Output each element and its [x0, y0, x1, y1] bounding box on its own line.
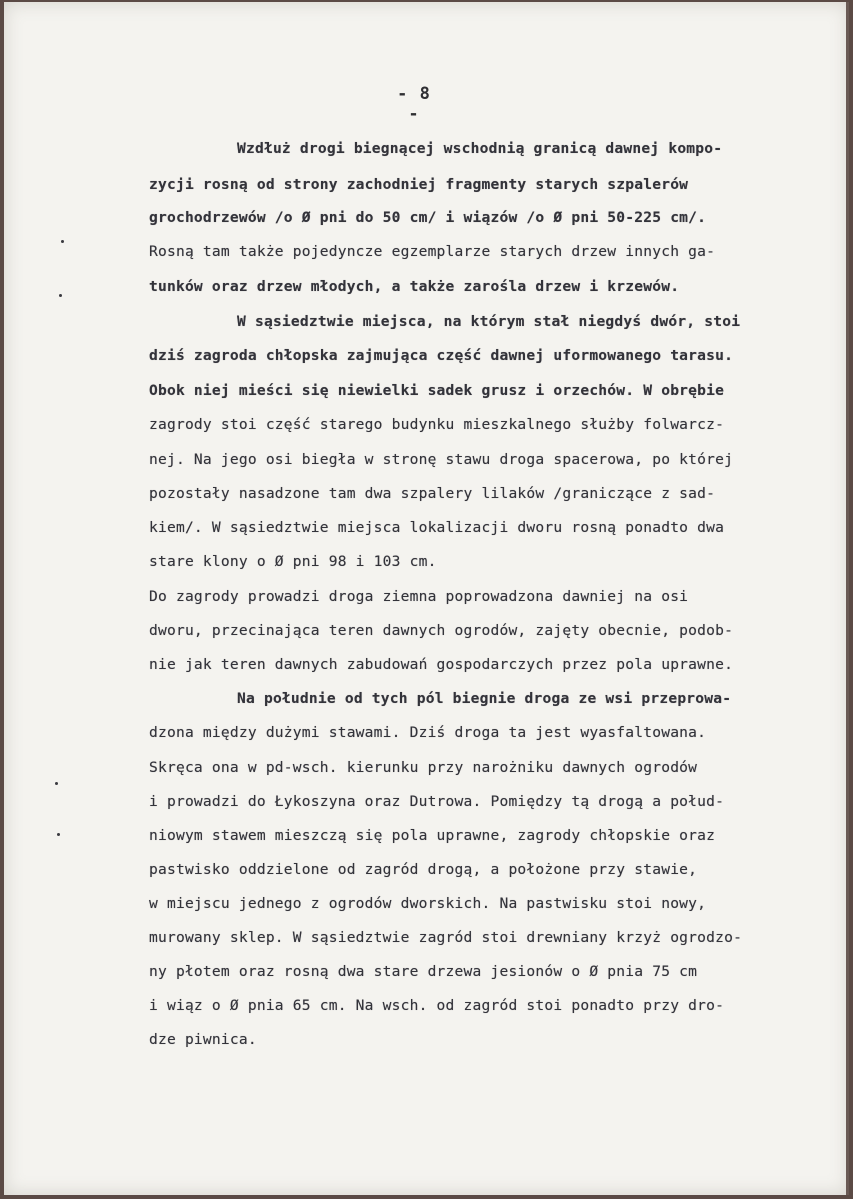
text-line: dze piwnica.	[149, 1031, 257, 1048]
text-line: kiem/. W sąsiedztwie miejsca lokalizacji dworu rosną ponadto dwa	[149, 519, 725, 536]
margin-mark	[59, 294, 62, 297]
text-line: Skręca ona w pd-wsch. kierunku przy narożniku dawnych ogrodów	[149, 759, 698, 776]
page-number: - 8 -	[397, 84, 431, 124]
text-line: i wiąz o Ø pnia 65 cm. Na wsch. od zagród stoi ponadto przy dro-	[149, 997, 725, 1014]
text-line: grochodrzewów /o Ø pni do 50 cm/ i wiązów /o Ø pni 50-225 cm/.	[149, 209, 707, 226]
text-line: pastwisko oddzielone od zagród drogą, a położone przy stawie,	[149, 861, 698, 878]
text-line: tunków oraz drzew młodych, a także zarośla drzew i krzewów.	[149, 278, 680, 295]
text-line: zycji rosną od strony zachodniej fragmenty starych szpalerów	[149, 176, 689, 193]
text-line: murowany sklep. W sąsiedztwie zagród stoi drewniany krzyż ogrodzo-	[149, 929, 743, 946]
text-line: pozostały nasadzone tam dwa szpalery lilaków /graniczące z sad-	[149, 485, 716, 502]
margin-mark	[57, 833, 60, 836]
margin-mark	[55, 782, 58, 785]
text-line: stare klony o Ø pni 98 i 103 cm.	[149, 553, 437, 570]
text-line: ny płotem oraz rosną dwa stare drzewa jesionów o Ø pnia 75 cm	[149, 963, 698, 980]
text-line: w miejscu jednego z ogrodów dworskich. Na pastwisku stoi nowy,	[149, 895, 707, 912]
text-line: dworu, przecinająca teren dawnych ogrodów, zajęty obecnie, podob-	[149, 622, 734, 639]
text-line: i prowadzi do Łykoszyna oraz Dutrowa. Pomiędzy tą drogą a połud-	[149, 793, 725, 810]
text-line: Rosną tam także pojedyncze egzemplarze starych drzew innych ga-	[149, 243, 716, 260]
text-line: niowym stawem mieszczą się pola uprawne, zagrody chłopskie oraz	[149, 827, 716, 844]
document-page	[4, 2, 849, 1195]
margin-mark	[61, 240, 64, 243]
text-line: Obok niej mieści się niewielki sadek grusz i orzechów. W obrębie	[149, 382, 725, 399]
page-edge	[846, 2, 849, 1195]
text-line: nej. Na jego osi biegła w stronę stawu droga spacerowa, po której	[149, 451, 734, 468]
text-line: Wzdłuż drogi biegnącej wschodnią granicą dawnej kompo-	[237, 140, 723, 157]
text-line: Na południe od tych pól biegnie droga ze wsi przeprowa-	[237, 690, 732, 707]
text-line: Do zagrody prowadzi droga ziemna poprowadzona dawniej na osi	[149, 588, 689, 605]
text-line: dzona między dużymi stawami. Dziś droga ta jest wyasfaltowana.	[149, 724, 707, 741]
text-line: dziś zagroda chłopska zajmująca część dawnej uformowanego tarasu.	[149, 347, 734, 364]
text-line: nie jak teren dawnych zabudowań gospodarczych przez pola uprawne.	[149, 656, 734, 673]
text-line: zagrody stoi część starego budynku mieszkalnego służby folwarcz-	[149, 416, 725, 433]
text-line: W sąsiedztwie miejsca, na którym stał niegdyś dwór, stoi	[237, 313, 741, 330]
